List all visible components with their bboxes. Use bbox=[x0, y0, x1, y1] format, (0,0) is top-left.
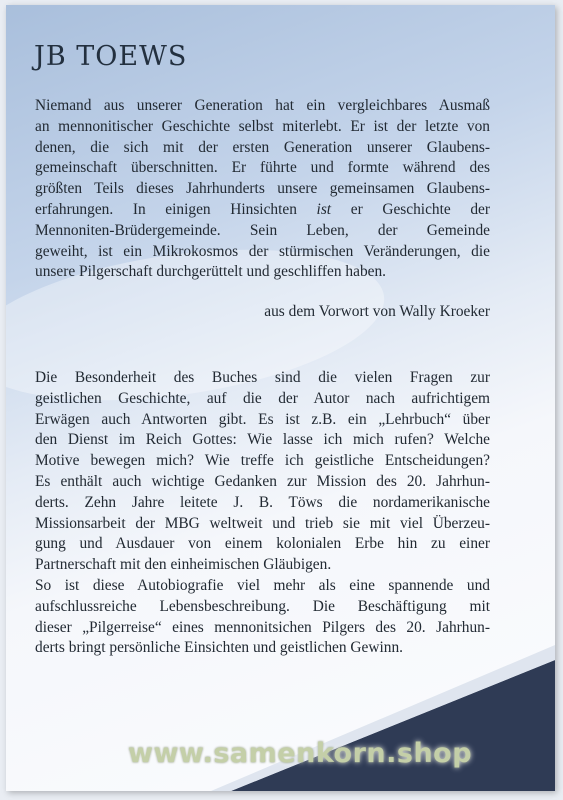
back-cover bbox=[6, 5, 555, 791]
quote-line: an mennonitischer Geschichte selbst miterlebt. Er ist der letzte von bbox=[35, 117, 490, 135]
author-title: JB TOEWS bbox=[34, 41, 188, 72]
quote-line-head: erfahrungen. In einigen Hinsichten bbox=[35, 200, 317, 218]
body-line: aufschlussreiche Lebensbeschreibung. Die Beschäftigung mit bbox=[35, 597, 490, 615]
body-line: derts. Zehn Jahre leitete J. B. Töws die nordamerikanische bbox=[35, 493, 490, 511]
book-description bbox=[35, 368, 490, 659]
body-line: dieser „Pilgerreise“ eines mennonitsichen Pilgers des 20. Jahrhun- bbox=[35, 618, 490, 636]
quote-line-emphasis bbox=[35, 200, 490, 221]
shop-watermark: www.samenkorn.shop bbox=[128, 738, 473, 769]
quote-line: Mennoniten-Brüdergemeinde. Sein Leben, der Gemeinde bbox=[35, 221, 490, 239]
quote-line: unsere Pilgerschaft durchgerüttelt und geschliffen haben. bbox=[35, 263, 387, 281]
quote-line: denen, die sich mit der ersten Generation unserer Glaubens- bbox=[35, 138, 490, 156]
emphasis-word: ist bbox=[316, 200, 332, 218]
body-line: gung und Ausdauer von einem kolonialen Erbe hin zu einer bbox=[35, 535, 490, 553]
body-line: So ist diese Autobiografie viel mehr als eine spannende und bbox=[35, 576, 490, 594]
foreword-quote bbox=[35, 96, 490, 283]
body-line: Missionsarbeit der MBG weltweit und trieb sie mit viel Überzeu- bbox=[35, 514, 490, 532]
body-line: den Dienst im Reich Gottes: Wie lasse ich mich rufen? Welche bbox=[35, 431, 490, 449]
body-line: Es enthält auch wichtige Gedanken zur Mission des 20. Jahrhun- bbox=[35, 472, 490, 490]
body-line: Die Besonderheit des Buches sind die vielen Fragen zur bbox=[35, 369, 490, 386]
body-line: Partnerschaft mit den einheimischen Gläubigen. bbox=[35, 556, 332, 574]
quote-line: größten Teils dieses Jahrhunderts unsere gemeinsamen Glaubens- bbox=[35, 180, 490, 198]
body-line: geistlichen Geschichte, auf die der Autor nach aufrichtigem bbox=[35, 389, 490, 407]
body-line: derts bringt persönliche Einsichten und geistlichen Gewinn. bbox=[35, 639, 404, 657]
quote-line-tail: er Geschichte der bbox=[331, 200, 490, 218]
quote-line: Niemand aus unserer Generation hat ein vergleichbares Ausmaß bbox=[35, 97, 490, 114]
body-line: Motive bewegen mich? Wie treffe ich geistliche Entscheidungen? bbox=[35, 452, 490, 470]
body-line: Erwägen auch Antworten gibt. Es ist z.B. ein „Lehrbuch“ über bbox=[35, 410, 490, 428]
quote-line: gemeinschaft überschnitten. Er führte und formte während des bbox=[35, 159, 490, 177]
quote-line: geweiht, ist ein Mikrokosmos der stürmischen Veränderungen, die bbox=[35, 242, 490, 260]
quote-attribution: aus dem Vorwort von Wally Kroeker bbox=[264, 303, 490, 320]
